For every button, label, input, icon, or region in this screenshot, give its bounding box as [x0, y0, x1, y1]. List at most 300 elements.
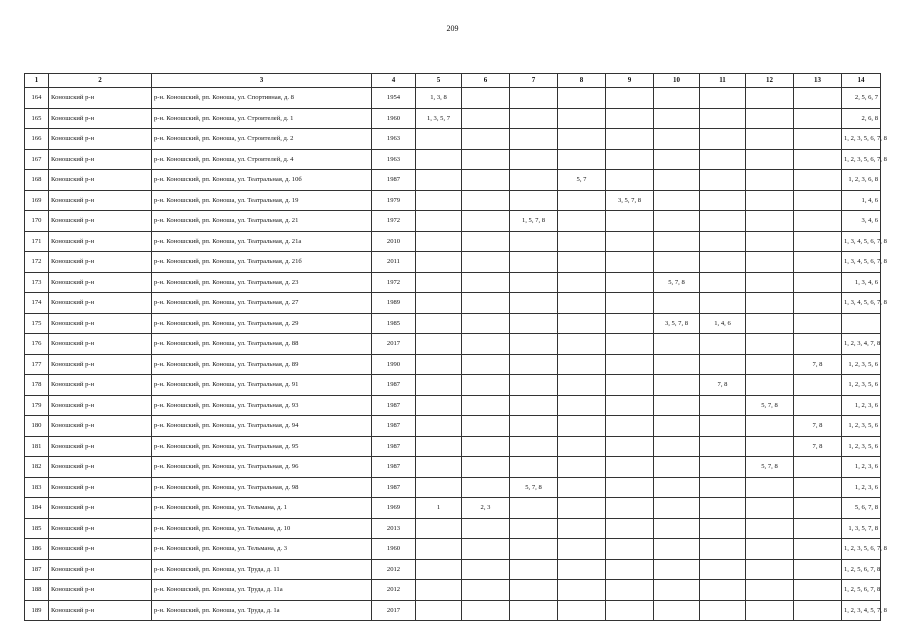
- col9-cell: [606, 600, 654, 621]
- col11-cell: [700, 457, 746, 478]
- col13-cell: [794, 518, 842, 539]
- col14-cell: 1, 2, 3, 6, 8: [842, 170, 881, 191]
- col8-cell: [558, 313, 606, 334]
- col9-cell: [606, 477, 654, 498]
- col10-cell: [654, 539, 700, 560]
- col14-cell: 3, 4, 6: [842, 211, 881, 232]
- year-cell: 1954: [372, 88, 416, 109]
- row-number: 188: [25, 580, 49, 601]
- col14-cell: 1, 2, 3, 4, 7, 8: [842, 334, 881, 355]
- col13-cell: [794, 334, 842, 355]
- row-number: 165: [25, 108, 49, 129]
- district-cell: Коношский р-н: [49, 559, 152, 580]
- col10-cell: [654, 416, 700, 437]
- col7-cell: [510, 231, 558, 252]
- col14-cell: 2, 6, 8: [842, 108, 881, 129]
- district-cell: Коношский р-н: [49, 108, 152, 129]
- year-cell: 1985: [372, 313, 416, 334]
- address-cell: р-н. Коношский, рп. Коноша, ул. Театральная, д. 29: [152, 313, 372, 334]
- col12-cell: [746, 416, 794, 437]
- col10-cell: [654, 580, 700, 601]
- table-row: [25, 436, 881, 457]
- col7-cell: 5, 7, 8: [510, 477, 558, 498]
- col14-cell: 1, 2, 5, 6, 7, 8: [842, 580, 881, 601]
- table-row: [25, 149, 881, 170]
- column-header-3: 3: [152, 74, 372, 88]
- col8-cell: [558, 498, 606, 519]
- col14-cell: 1, 3, 4, 5, 6, 7, 8: [842, 293, 881, 314]
- col13-cell: 7, 8: [794, 354, 842, 375]
- address-cell: р-н. Коношский, рп. Коноша, ул. Театральная, д. 27: [152, 293, 372, 314]
- table-row: [25, 600, 881, 621]
- col10-cell: [654, 170, 700, 191]
- col6-cell: [462, 149, 510, 170]
- address-cell: р-н. Коношский, рп. Коноша, ул. Спортивная, д. 8: [152, 88, 372, 109]
- col11-cell: [700, 129, 746, 150]
- col14-cell: 1, 2, 3, 5, 6: [842, 354, 881, 375]
- col10-cell: 3, 5, 7, 8: [654, 313, 700, 334]
- col9-cell: [606, 108, 654, 129]
- col9-cell: [606, 498, 654, 519]
- table-row: [25, 498, 881, 519]
- col12-cell: [746, 334, 794, 355]
- col7-cell: [510, 252, 558, 273]
- district-cell: Коношский р-н: [49, 313, 152, 334]
- col7-cell: [510, 518, 558, 539]
- col12-cell: [746, 190, 794, 211]
- col14-cell: 1, 3, 4, 6: [842, 272, 881, 293]
- col5-cell: [416, 354, 462, 375]
- year-cell: 1969: [372, 498, 416, 519]
- col9-cell: [606, 559, 654, 580]
- col7-cell: [510, 272, 558, 293]
- year-cell: 1963: [372, 129, 416, 150]
- column-header-2: 2: [49, 74, 152, 88]
- col5-cell: [416, 457, 462, 478]
- row-number: 178: [25, 375, 49, 396]
- col8-cell: [558, 416, 606, 437]
- table-row: [25, 293, 881, 314]
- district-cell: Коношский р-н: [49, 477, 152, 498]
- col5-cell: [416, 293, 462, 314]
- col5-cell: [416, 190, 462, 211]
- col6-cell: [462, 580, 510, 601]
- row-number: 168: [25, 170, 49, 191]
- col11-cell: [700, 211, 746, 232]
- col11-cell: 7, 8: [700, 375, 746, 396]
- year-cell: 1972: [372, 211, 416, 232]
- col5-cell: [416, 252, 462, 273]
- row-number: 182: [25, 457, 49, 478]
- row-number: 186: [25, 539, 49, 560]
- row-number: 187: [25, 559, 49, 580]
- year-cell: 2017: [372, 334, 416, 355]
- col11-cell: [700, 559, 746, 580]
- col13-cell: [794, 580, 842, 601]
- col9-cell: [606, 416, 654, 437]
- col8-cell: [558, 600, 606, 621]
- col14-cell: 1, 2, 3, 6: [842, 477, 881, 498]
- col10-cell: [654, 395, 700, 416]
- district-cell: Коношский р-н: [49, 272, 152, 293]
- table-row: [25, 334, 881, 355]
- row-number: 183: [25, 477, 49, 498]
- address-cell: р-н. Коношский, рп. Коноша, ул. Труда, д. 11: [152, 559, 372, 580]
- row-number: 174: [25, 293, 49, 314]
- row-number: 180: [25, 416, 49, 437]
- col5-cell: [416, 600, 462, 621]
- address-cell: р-н. Коношский, рп. Коноша, ул. Театральная, д. 91: [152, 375, 372, 396]
- address-cell: р-н. Коношский, рп. Коноша, ул. Театральная, д. 96: [152, 457, 372, 478]
- col6-cell: [462, 231, 510, 252]
- col11-cell: [700, 293, 746, 314]
- col11-cell: 1, 4, 6: [700, 313, 746, 334]
- col12-cell: [746, 272, 794, 293]
- table-row: [25, 190, 881, 211]
- col9-cell: [606, 334, 654, 355]
- district-cell: Коношский р-н: [49, 436, 152, 457]
- col10-cell: [654, 129, 700, 150]
- col6-cell: [462, 436, 510, 457]
- address-cell: р-н. Коношский, рп. Коноша, ул. Тельмана, д. 1: [152, 498, 372, 519]
- col5-cell: 1, 3, 8: [416, 88, 462, 109]
- col13-cell: [794, 313, 842, 334]
- col6-cell: [462, 559, 510, 580]
- col11-cell: [700, 149, 746, 170]
- year-cell: 1987: [372, 375, 416, 396]
- col9-cell: [606, 354, 654, 375]
- col7-cell: [510, 334, 558, 355]
- col12-cell: [746, 88, 794, 109]
- year-cell: 1972: [372, 272, 416, 293]
- district-cell: Коношский р-н: [49, 539, 152, 560]
- column-header-14: 14: [842, 74, 881, 88]
- year-cell: 2012: [372, 580, 416, 601]
- district-cell: Коношский р-н: [49, 518, 152, 539]
- table-header: [25, 74, 881, 88]
- col14-cell: 1, 3, 5, 7, 8: [842, 518, 881, 539]
- address-cell: р-н. Коношский, рп. Коноша, ул. Театральная, д. 98: [152, 477, 372, 498]
- address-cell: р-н. Коношский, рп. Коноша, ул. Театральная, д. 21б: [152, 252, 372, 273]
- address-cell: р-н. Коношский, рп. Коноша, ул. Театральная, д. 94: [152, 416, 372, 437]
- col9-cell: [606, 149, 654, 170]
- col13-cell: [794, 170, 842, 191]
- col10-cell: [654, 88, 700, 109]
- col5-cell: [416, 539, 462, 560]
- address-cell: р-н. Коношский, рп. Коноша, ул. Театральная, д. 19: [152, 190, 372, 211]
- district-cell: Коношский р-н: [49, 252, 152, 273]
- col13-cell: [794, 108, 842, 129]
- header-row: [25, 74, 881, 88]
- col11-cell: [700, 539, 746, 560]
- col10-cell: [654, 354, 700, 375]
- col12-cell: [746, 293, 794, 314]
- col5-cell: [416, 477, 462, 498]
- col14-cell: 1, 2, 3, 5, 6: [842, 416, 881, 437]
- col10-cell: [654, 457, 700, 478]
- column-header-5: 5: [416, 74, 462, 88]
- col12-cell: [746, 211, 794, 232]
- col9-cell: [606, 457, 654, 478]
- col12-cell: [746, 436, 794, 457]
- year-cell: 1979: [372, 190, 416, 211]
- column-header-1: 1: [25, 74, 49, 88]
- col10-cell: [654, 334, 700, 355]
- district-cell: Коношский р-н: [49, 354, 152, 375]
- page-number: 209: [446, 24, 459, 33]
- district-cell: Коношский р-н: [49, 334, 152, 355]
- col6-cell: [462, 395, 510, 416]
- col14-cell: 1, 2, 3, 6: [842, 395, 881, 416]
- col13-cell: [794, 231, 842, 252]
- col6-cell: [462, 272, 510, 293]
- row-number: 177: [25, 354, 49, 375]
- col6-cell: [462, 416, 510, 437]
- col10-cell: [654, 231, 700, 252]
- column-header-7: 7: [510, 74, 558, 88]
- table-body: [25, 88, 887, 621]
- row-number: 166: [25, 129, 49, 150]
- year-cell: 2013: [372, 518, 416, 539]
- table-row: [25, 375, 881, 396]
- table-row: [25, 416, 881, 437]
- col9-cell: [606, 170, 654, 191]
- row-number: 167: [25, 149, 49, 170]
- col12-cell: [746, 354, 794, 375]
- table-row: [25, 272, 881, 293]
- col12-cell: 5, 7, 8: [746, 395, 794, 416]
- col12-cell: [746, 108, 794, 129]
- col7-cell: [510, 457, 558, 478]
- col6-cell: [462, 211, 510, 232]
- year-cell: 1960: [372, 108, 416, 129]
- col5-cell: 1, 3, 5, 7: [416, 108, 462, 129]
- col6-cell: [462, 354, 510, 375]
- col13-cell: [794, 600, 842, 621]
- address-cell: р-н. Коношский, рп. Коноша, ул. Строителей, д. 2: [152, 129, 372, 150]
- column-header-12: 12: [746, 74, 794, 88]
- col8-cell: [558, 518, 606, 539]
- row-number: 171: [25, 231, 49, 252]
- table-row: [25, 580, 881, 601]
- col6-cell: [462, 375, 510, 396]
- row-number: 176: [25, 334, 49, 355]
- col7-cell: [510, 416, 558, 437]
- row-number: 164: [25, 88, 49, 109]
- col10-cell: [654, 211, 700, 232]
- col6-cell: [462, 88, 510, 109]
- register-table: [24, 73, 887, 621]
- col14-cell: 1, 2, 3, 5, 6, 7, 8: [842, 149, 881, 170]
- col6-cell: 2, 3: [462, 498, 510, 519]
- address-cell: р-н. Коношский, рп. Коноша, ул. Труда, д. 11а: [152, 580, 372, 601]
- district-cell: Коношский р-н: [49, 88, 152, 109]
- district-cell: Коношский р-н: [49, 416, 152, 437]
- table-row: [25, 211, 881, 232]
- col8-cell: [558, 539, 606, 560]
- address-cell: р-н. Коношский, рп. Коноша, ул. Театральная, д. 89: [152, 354, 372, 375]
- col13-cell: [794, 498, 842, 519]
- col13-cell: [794, 539, 842, 560]
- col12-cell: 5, 7, 8: [746, 457, 794, 478]
- col13-cell: [794, 559, 842, 580]
- col11-cell: [700, 416, 746, 437]
- column-header-9: 9: [606, 74, 654, 88]
- col6-cell: [462, 518, 510, 539]
- col8-cell: [558, 129, 606, 150]
- district-cell: Коношский р-н: [49, 211, 152, 232]
- col14-cell: 1, 4, 6: [842, 190, 881, 211]
- col9-cell: [606, 375, 654, 396]
- col11-cell: [700, 477, 746, 498]
- col11-cell: [700, 334, 746, 355]
- table-row: [25, 477, 881, 498]
- row-number: 184: [25, 498, 49, 519]
- col10-cell: [654, 436, 700, 457]
- col7-cell: [510, 293, 558, 314]
- year-cell: 1987: [372, 416, 416, 437]
- col8-cell: [558, 334, 606, 355]
- col5-cell: [416, 518, 462, 539]
- col9-cell: [606, 580, 654, 601]
- table-row: [25, 518, 881, 539]
- column-header-13: 13: [794, 74, 842, 88]
- col5-cell: [416, 231, 462, 252]
- col13-cell: [794, 395, 842, 416]
- col7-cell: [510, 313, 558, 334]
- year-cell: 2010: [372, 231, 416, 252]
- col8-cell: [558, 211, 606, 232]
- col6-cell: [462, 129, 510, 150]
- col13-cell: [794, 457, 842, 478]
- col10-cell: [654, 559, 700, 580]
- col8-cell: [558, 272, 606, 293]
- col11-cell: [700, 436, 746, 457]
- col5-cell: 1: [416, 498, 462, 519]
- col12-cell: [746, 231, 794, 252]
- col10-cell: [654, 108, 700, 129]
- col11-cell: [700, 354, 746, 375]
- district-cell: Коношский р-н: [49, 498, 152, 519]
- district-cell: Коношский р-н: [49, 190, 152, 211]
- col12-cell: [746, 170, 794, 191]
- year-cell: 1987: [372, 395, 416, 416]
- col9-cell: [606, 129, 654, 150]
- col8-cell: [558, 375, 606, 396]
- col6-cell: [462, 252, 510, 273]
- col9-cell: [606, 293, 654, 314]
- address-cell: р-н. Коношский, рп. Коноша, ул. Театральная, д. 88: [152, 334, 372, 355]
- col8-cell: 5, 7: [558, 170, 606, 191]
- col8-cell: [558, 190, 606, 211]
- table-row: [25, 88, 881, 109]
- table-row: [25, 313, 881, 334]
- address-cell: р-н. Коношский, рп. Коноша, ул. Театральная, д. 10б: [152, 170, 372, 191]
- col11-cell: [700, 231, 746, 252]
- table-row: [25, 170, 881, 191]
- table-row: [25, 231, 881, 252]
- col8-cell: [558, 436, 606, 457]
- col14-cell: 5, 6, 7, 8: [842, 498, 881, 519]
- col12-cell: [746, 539, 794, 560]
- col6-cell: [462, 334, 510, 355]
- year-cell: 1987: [372, 170, 416, 191]
- col9-cell: [606, 252, 654, 273]
- col5-cell: [416, 272, 462, 293]
- col6-cell: [462, 313, 510, 334]
- table-row: [25, 108, 881, 129]
- col10-cell: [654, 498, 700, 519]
- col8-cell: [558, 149, 606, 170]
- col9-cell: [606, 436, 654, 457]
- col12-cell: [746, 600, 794, 621]
- year-cell: 2017: [372, 600, 416, 621]
- col8-cell: [558, 580, 606, 601]
- col5-cell: [416, 170, 462, 191]
- col13-cell: [794, 190, 842, 211]
- col12-cell: [746, 559, 794, 580]
- year-cell: 1990: [372, 354, 416, 375]
- col8-cell: [558, 354, 606, 375]
- col11-cell: [700, 498, 746, 519]
- col10-cell: [654, 600, 700, 621]
- col11-cell: [700, 190, 746, 211]
- col14-cell: 1, 2, 5, 6, 7, 8: [842, 559, 881, 580]
- col13-cell: [794, 272, 842, 293]
- col10-cell: [654, 293, 700, 314]
- col7-cell: [510, 539, 558, 560]
- col6-cell: [462, 170, 510, 191]
- col5-cell: [416, 416, 462, 437]
- col14-cell: 1, 2, 3, 5, 6, 7, 8: [842, 539, 881, 560]
- col10-cell: [654, 477, 700, 498]
- year-cell: 2011: [372, 252, 416, 273]
- row-number: 170: [25, 211, 49, 232]
- col8-cell: [558, 252, 606, 273]
- col6-cell: [462, 477, 510, 498]
- col7-cell: 1, 5, 7, 8: [510, 211, 558, 232]
- col8-cell: [558, 477, 606, 498]
- district-cell: Коношский р-н: [49, 293, 152, 314]
- col11-cell: [700, 108, 746, 129]
- col10-cell: [654, 518, 700, 539]
- col8-cell: [558, 457, 606, 478]
- column-header-11: 11: [700, 74, 746, 88]
- col5-cell: [416, 436, 462, 457]
- col13-cell: [794, 375, 842, 396]
- table-row: [25, 457, 881, 478]
- col12-cell: [746, 580, 794, 601]
- col9-cell: 3, 5, 7, 8: [606, 190, 654, 211]
- year-cell: 2012: [372, 559, 416, 580]
- col11-cell: [700, 88, 746, 109]
- address-cell: р-н. Коношский, рп. Коноша, ул. Театральная, д. 21а: [152, 231, 372, 252]
- district-cell: Коношский р-н: [49, 580, 152, 601]
- col6-cell: [462, 539, 510, 560]
- col9-cell: [606, 539, 654, 560]
- col7-cell: [510, 108, 558, 129]
- col8-cell: [558, 231, 606, 252]
- address-cell: р-н. Коношский, рп. Коноша, ул. Тельмана, д. 3: [152, 539, 372, 560]
- col9-cell: [606, 272, 654, 293]
- col9-cell: [606, 313, 654, 334]
- row-number: 175: [25, 313, 49, 334]
- row-number: 185: [25, 518, 49, 539]
- col10-cell: [654, 149, 700, 170]
- col14-cell: 1, 2, 3, 5, 6, 7, 8: [842, 129, 881, 150]
- col11-cell: [700, 518, 746, 539]
- col8-cell: [558, 395, 606, 416]
